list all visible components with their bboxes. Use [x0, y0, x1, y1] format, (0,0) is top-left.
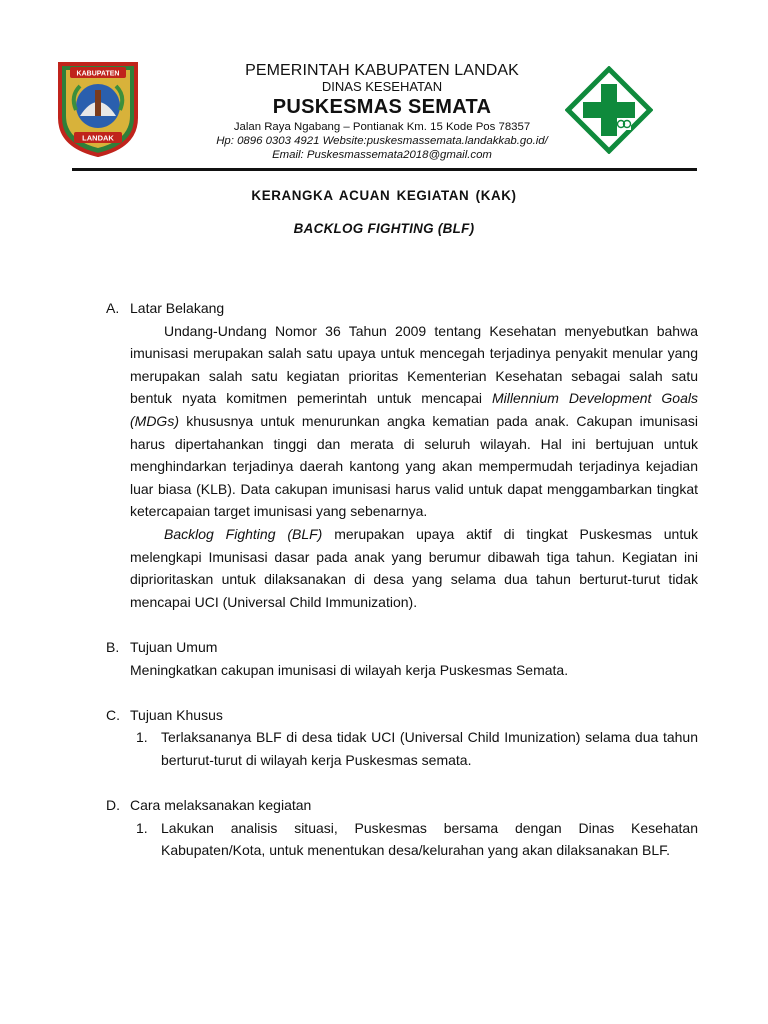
section-a-heading: [106, 297, 698, 320]
list-number: 1.: [136, 819, 148, 836]
letterhead-contact: Hp: 0896 0303 4921 Website:puskesmassemata.landakkab.go.id/: [216, 135, 548, 147]
section-marker: B.: [106, 638, 120, 655]
letterhead-government: PEMERINTAH KABUPATEN LANDAK: [245, 62, 519, 79]
section-d-heading: [106, 794, 698, 817]
puskesmas-logo: [565, 66, 653, 154]
document-title: KERANGKA ACUAN KEGIATAN (KAK): [251, 188, 517, 203]
section-a-paragraph-2: [130, 523, 698, 613]
emblem-bottom-text: LANDAK: [82, 133, 114, 143]
kabupaten-landak-emblem: [50, 58, 146, 158]
paragraph-text: khususnya untuk menurunkan angka kematian pada anak. Cakupan imunisasi harus dipertahankan tinggi dan merata di seluruh wilayah. Hal ini bertujuan untuk menghindarkan terjadinya daerah kantong yang akan mempermudah terjadinya kejadian luar biasa (KLB). Data cakupan imunisasi harus valid untuk dapat menggambarkan tingkat ketercapaian target imunisasi yang sebenarnya.: [130, 412, 698, 520]
section-title: Latar Belakang: [130, 300, 225, 316]
paragraph-italic-text: Backlog Fighting (BLF): [164, 525, 323, 542]
section-a-paragraph-1: [130, 320, 698, 523]
section-marker: A.: [106, 300, 120, 316]
letterhead-department: DINAS KESEHATAN: [321, 79, 443, 94]
letterhead-address: Jalan Raya Ngabang – Pontianak Km. 15 Kode Pos 78357: [233, 121, 531, 133]
list-number: 1.: [136, 729, 148, 746]
list-item: [136, 726, 698, 771]
section-marker: C.: [106, 706, 120, 723]
paragraph-text: Undang-Undang Nomor 36 Tahun 2009 tentang Kesehatan menyebutkan bahwa imunisasi merupakan salah satu upaya untuk mencegah terjadinya penyakit menular yang merupakan salah satu kegiatan prioritas Kementerian Kesehatan sebagai salah satu bentuk nyata komitmen pemerintah untuk mencapai: [130, 322, 698, 407]
paragraph-text: merupakan upaya aktif di tingkat Puskesmas untuk melengkapi Imunisasi dasar pada anak yang berumur dibawah tiga tahun. Kegiatan ini diprioritaskan untuk dilaksanakan di desa yang selama dua tahun berturut-turut tidak mencapai UCI (Universal Child Immunization).: [130, 525, 698, 610]
section-marker: D.: [106, 797, 120, 814]
paragraph-italic-text: Millennium Development Goals (MDGs): [130, 390, 698, 429]
letterhead: [150, 61, 614, 162]
letterhead-institution: PUSKESMAS SEMATA: [272, 96, 492, 118]
list-item-text: Lakukan analisis situasi, Puskesmas bersama dengan Dinas Kesehatan Kabupaten/Kota, untuk menentukan desa/kelurahan yang akan dilaksanakan BLF.: [161, 819, 698, 859]
document-subtitle: BACKLOG FIGHTING (BLF): [293, 221, 475, 236]
section-title: Cara melaksanakan kegiatan: [130, 797, 312, 814]
list-item-text: Terlaksananya BLF di desa tidak UCI (Universal Child Imunization) selama dua tahun berturut-turut di wilayah kerja Puskesmas semata.: [161, 729, 698, 768]
emblem-top-text: KABUPATEN: [76, 70, 120, 78]
document-body: [106, 297, 698, 862]
section-b-heading: [106, 636, 698, 659]
letterhead-email: Email: Puskesmassemata2018@gmail.com: [272, 149, 492, 161]
section-title: Tujuan Umum: [130, 638, 218, 655]
section-c-heading: [106, 704, 698, 727]
list-item: [136, 817, 698, 862]
section-b-paragraph: Meningkatkan cakupan imunisasi di wilayah kerja Puskesmas Semata.: [130, 661, 569, 678]
letterhead-divider: [72, 168, 697, 171]
section-title: Tujuan Khusus: [130, 706, 223, 723]
